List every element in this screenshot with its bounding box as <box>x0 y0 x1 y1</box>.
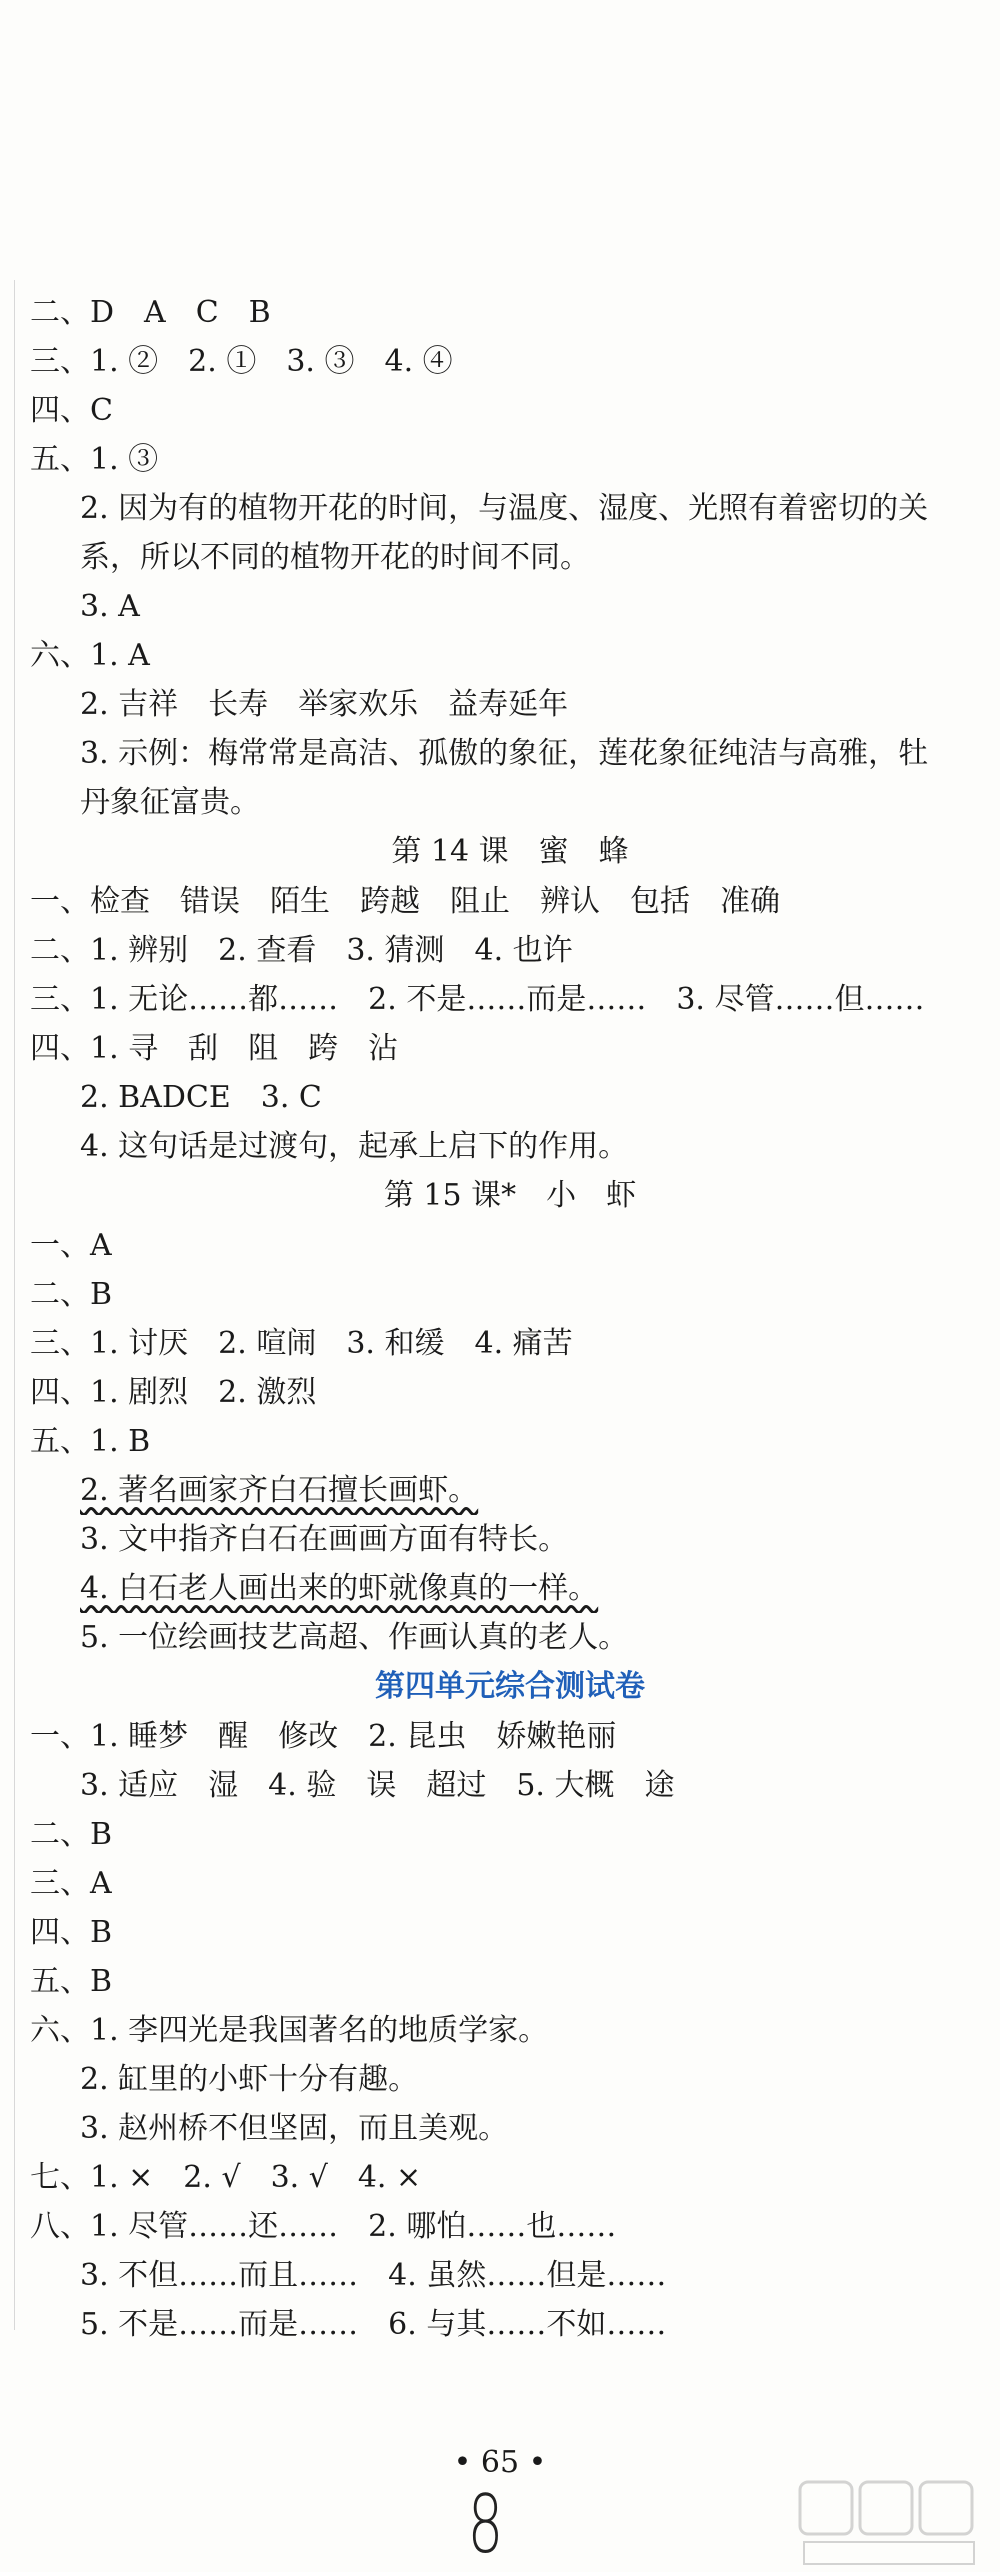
answer-line: 七、1. × 2. √ 3. √ 4. × <box>30 2160 422 2195</box>
page-number: • 65 • <box>453 2445 547 2480</box>
answer-line: 2. 缸里的小虾十分有趣。 <box>80 2062 419 2097</box>
answer-line: 四、C <box>30 393 113 428</box>
answer-line: 八、1. 尽管……还…… 2. 哪怕……也…… <box>30 2209 617 2244</box>
answer-line: 4. 白石老人画出来的虾就像真的一样。 <box>80 1571 599 1606</box>
answer-line: 3. A <box>80 589 140 624</box>
answer-line: 3. 示例：梅常常是高洁、孤傲的象征，莲花象征纯洁与高雅，牡 <box>80 736 929 771</box>
margin-line <box>14 280 15 2330</box>
answer-line: 六、1. 李四光是我国著名的地质学家。 <box>30 2013 549 2048</box>
answer-line: 5. 一位绘画技艺高超、作画认真的老人。 <box>80 1620 629 1655</box>
answer-line: 六、1. A <box>30 638 150 673</box>
answer-line: 一、A <box>30 1228 112 1263</box>
answer-line: 3. 不但……而且…… 4. 虽然……但是…… <box>80 2258 667 2293</box>
answer-line: 系，所以不同的植物开花的时间不同。 <box>80 540 590 575</box>
section-title: 第 15 课* 小 虾 <box>383 1178 637 1213</box>
answer-line: 三、A <box>30 1866 112 1901</box>
answer-line: 五、B <box>30 1964 113 1999</box>
watermark-logo <box>794 2478 994 2568</box>
answer-line: 二、D A C B <box>30 295 271 330</box>
answer-line: 2. BADCE 3. C <box>80 1080 322 1115</box>
answer-line: 三、1. ② 2. ① 3. ③ 4. ④ <box>30 344 453 379</box>
answer-line: 丹象征富贵。 <box>80 785 260 820</box>
answer-line: 2. 因为有的植物开花的时间，与温度、湿度、光照有着密切的关 <box>80 491 929 526</box>
answer-line: 二、B <box>30 1817 113 1852</box>
answer-line: 4. 这句话是过渡句，起承上启下的作用。 <box>80 1129 629 1164</box>
section-title: 第 14 课 蜜 蜂 <box>391 834 629 869</box>
answer-line: 四、1. 剧烈 2. 激烈 <box>30 1375 317 1410</box>
answer-line: 2. 著名画家齐白石擅长画虾。 <box>80 1473 479 1508</box>
answer-line: 5. 不是……而是…… 6. 与其……不如…… <box>80 2307 667 2342</box>
answer-line: 二、B <box>30 1277 113 1312</box>
answer-line: 3. 文中指齐白石在画画方面有特长。 <box>80 1522 569 1557</box>
answer-line: 3. 赵州桥不但坚固，而且美观。 <box>80 2111 509 2146</box>
answer-line: 四、B <box>30 1915 113 1950</box>
answer-line: 一、1. 睡梦 醒 修改 2. 昆虫 娇嫩艳丽 <box>30 1719 617 1754</box>
answer-line: 3. 适应 湿 4. 验 误 超过 5. 大概 途 <box>80 1768 675 1803</box>
answer-content <box>30 288 990 2349</box>
handwritten-mark: 8 <box>467 2478 504 2571</box>
answer-line: 2. 吉祥 长寿 举家欢乐 益寿延年 <box>80 687 569 722</box>
answer-line: 一、检查 错误 陌生 跨越 阻止 辨认 包括 准确 <box>30 884 780 919</box>
answer-line: 五、1. B <box>30 1424 151 1459</box>
answer-line: 三、1. 无论……都…… 2. 不是……而是…… 3. 尽管……但…… <box>30 982 925 1017</box>
answer-line: 四、1. 寻 刮 阻 跨 沾 <box>30 1031 399 1066</box>
answer-line: 五、1. ③ <box>30 442 159 477</box>
section-title: 第四单元综合测试卷 <box>375 1669 645 1704</box>
answer-line: 二、1. 辨别 2. 查看 3. 猜测 4. 也许 <box>30 933 573 968</box>
answer-line: 三、1. 讨厌 2. 喧闹 3. 和缓 4. 痛苦 <box>30 1326 573 1361</box>
